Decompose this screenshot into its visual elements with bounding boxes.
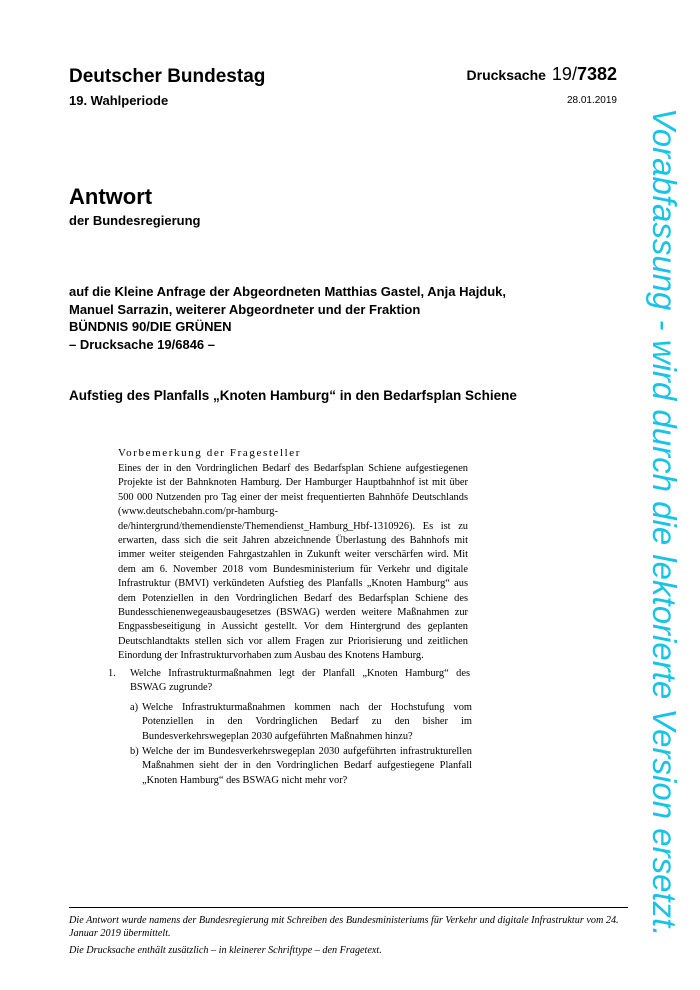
preliminary-heading: Vorbemerkung der Fragesteller (118, 447, 302, 459)
drucksache-label: Drucksache (466, 67, 546, 83)
question-text: Welche Infrastrukturmaßnahmen legt der Planfall „Knoten Hamburg“ des BSWAG zugrunde? (130, 668, 470, 694)
document-date: 28.01.2019 (566, 95, 617, 106)
organization-name: Deutscher Bundestag (69, 66, 266, 87)
question-number: 1. (108, 668, 116, 679)
inquiry-line: – Drucksache 19/6846 – (69, 336, 215, 352)
inquiry-line: auf die Kleine Anfrage der Abgeordneten Matthias Gastel, Anja Hajduk, (69, 284, 507, 299)
subquestion-text: Welche Infrastrukturmaßnahmen kommen nach der Hochstufung vom Potenziellen in den Vordringlichen Bedarf zu den bisher im Bundesverkehrswegeplan 2030 aufgeführten Maßnahmen hinzu? (142, 702, 472, 742)
subject-heading: Aufstieg des Planfalls „Knoten Hamburg“ in den Bedarfsplan Schiene (69, 388, 517, 403)
subquestion-label: a) (130, 702, 139, 713)
document-title: Antwort (69, 184, 153, 209)
question-1 (108, 667, 470, 696)
subquestion-text: Welche der im Bundesverkehrswegeplan 2030 aufgeführten infrastrukturellen Maßnahmen sieht der in den Vordringlichen Bedarf aufgestiegene Planfall „Knoten Hamburg“ des BSWAG nicht mehr vor? (142, 746, 472, 786)
footer-note-transmission: Die Antwort wurde namens der Bundesregierung mit Schreiben des Bundesministeriums für Verkehr und digitale Infrastruktur vom 24. Januar 2019 übermittelt. (69, 915, 619, 939)
inquiry-line: BÜNDNIS 90/DIE GRÜNEN (69, 319, 232, 334)
draft-watermark: Vorabfassung - wird durch die lektorierte Version ersetzt. (646, 108, 683, 937)
inquiry-line: Manuel Sarrazin, weiterer Abgeordneter und der Fraktion (69, 301, 421, 317)
subquestion-a (130, 701, 472, 744)
footer-divider (69, 907, 628, 908)
drucksache-prefix: 19/ (551, 64, 577, 84)
subquestion-label: b) (130, 746, 139, 757)
drucksache-number (467, 64, 617, 85)
legislative-period: 19. Wahlperiode (69, 93, 169, 108)
footer-note-fonttype: Die Drucksache enthält zusätzlich – in kleinerer Schrifttype – den Fragetext. (69, 945, 382, 956)
preliminary-body: Eines der in den Vordringlichen Bedarf des Bedarfsplan Schiene aufgestiegenen Projekte ist der Bahnknoten Hamburg. Der Hamburger Hauptbahnhof ist mit über 500 000 Nutzenden pro Tag einer der meist frequentierten Bahnhöfe Deutschlands (www.deutschebahn.com/pr-hamburg-de/hintergrund/themendienste/Themendienst_Hamburg_Hbf-1310926). Es ist zu erwarten, dass sich die seit Jahren abzeichnende Überlastung des Bahnhofs mit immer weiter steigenden Fahrgastzahlen in Zukunft weiter verschärfen wird. Mit dem am 6. November 2018 vom Bundesministerium für Verkehr und digitale Infrastruktur (BMVI) verkündeten Aufstieg des Planfalls „Knoten Hamburg“ aus dem Potenziellen in den Vordringlichen Bedarf des Bedarfsplan Schiene des Bundesschienenwegeausbaugesetzes (BSWAG) werden weitere Maßnahmen zur Engpassbeseitigung in Aussicht gestellt. Vor dem Hintergrund des geplanten Deutschlandtakts stellen sich vor allem Fragen zur Priorisierung und zeitlichen Einordung der Infrastrukturvorhaben zum Ausbau des Knotens Hamburg. (118, 463, 468, 662)
document-subtitle: der Bundesregierung (69, 213, 201, 228)
inquiry-reference (69, 283, 506, 353)
subquestion-b (130, 745, 472, 788)
drucksache-main: 7382 (576, 64, 617, 84)
